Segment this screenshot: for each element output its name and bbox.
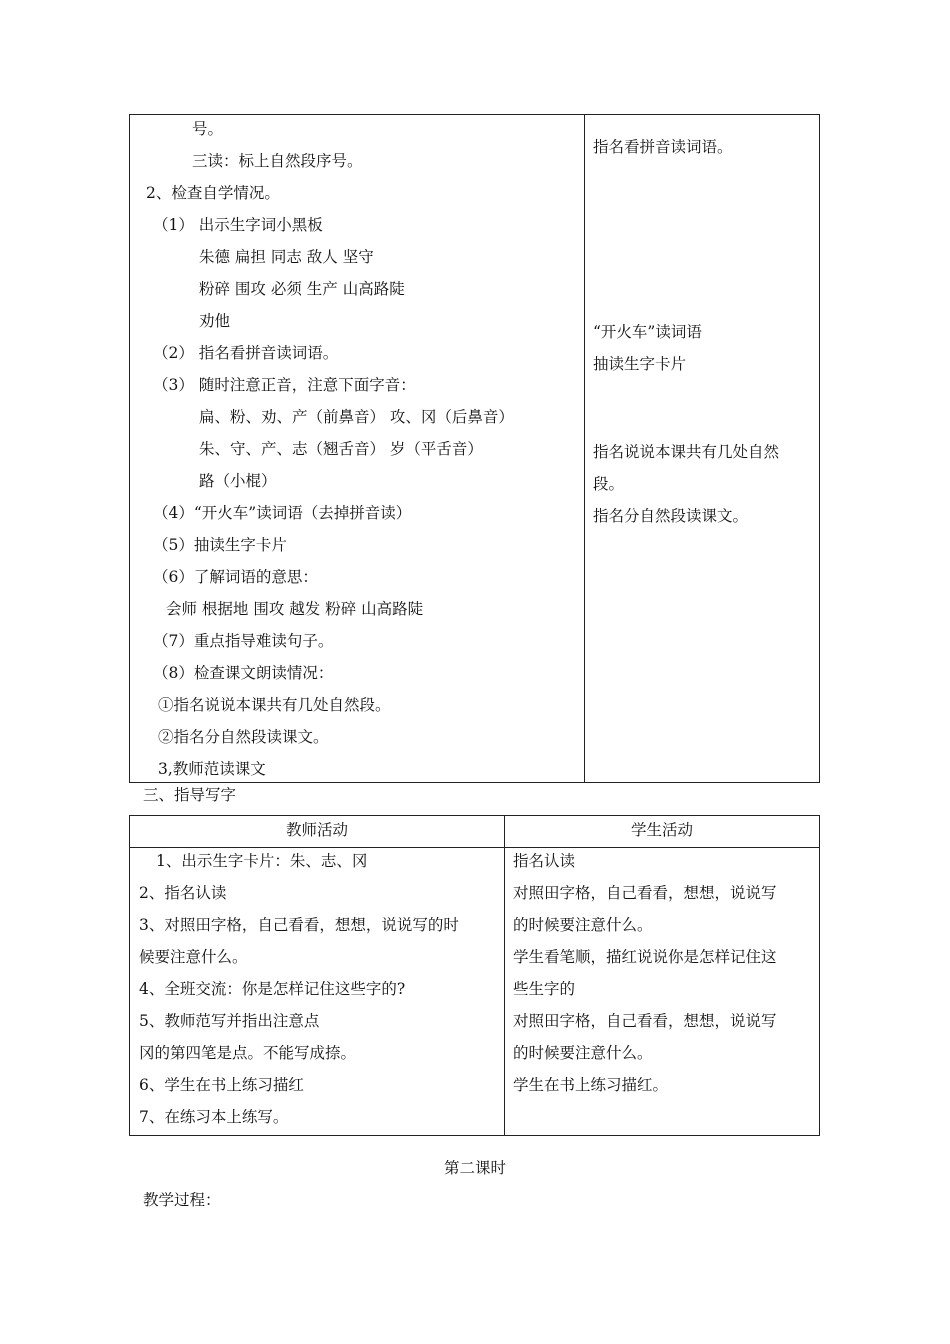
teacher-step: 4、全班交流：你是怎样记住这些字的? (139, 980, 406, 998)
student-step: 学生看笔顺，描红说说你是怎样记住这 (513, 948, 777, 966)
teacher-step: 冈的第四笔是点。不能写成捺。 (139, 1044, 357, 1062)
column-divider (584, 115, 585, 782)
teacher-step: 2、指名认读 (139, 884, 227, 902)
student-note: 段。 (593, 475, 625, 493)
teacher-step: 候要注意什么。 (139, 948, 248, 966)
teacher-step: 1、出示生字卡片：朱、志、冈 (156, 852, 368, 870)
text-line: 路（小棍） (199, 472, 277, 490)
text-line: 朱德 扁担 同志 敌人 坚守 (199, 248, 374, 266)
writing-guidance-table (129, 815, 820, 1136)
header-student-activity: 学生活动 (630, 821, 693, 839)
student-note: “开火车”读词语 (593, 323, 702, 341)
student-note: 指名说说本课共有几处自然 (593, 443, 780, 461)
teacher-step: 5、教师范写并指出注意点 (139, 1012, 320, 1030)
text-line: 粉碎 围攻 必须 生产 山高路陡 (199, 280, 405, 298)
column-divider (504, 816, 505, 1135)
text-line: （1） 出示生字词小黑板 (153, 216, 323, 234)
text-line: 2、检查自学情况。 (146, 184, 280, 202)
text-line: 三读：标上自然段序号。 (192, 152, 363, 170)
teacher-step: 3、对照田字格，自己看看，想想，说说写的时 (139, 916, 459, 934)
student-note: 指名看拼音读词语。 (593, 138, 733, 156)
text-line: 劝他 (199, 312, 231, 330)
text-line: （4）“开火车”读词语（去掉拼音读） (153, 504, 412, 522)
student-note: 抽读生字卡片 (593, 355, 687, 373)
student-step: 的时候要注意什么。 (513, 1044, 653, 1062)
text-line: （6）了解词语的意思： (153, 568, 318, 586)
text-line: 3,教师范读课文 (158, 760, 266, 778)
text-line: 号。 (192, 120, 224, 138)
lesson-table-upper (129, 114, 820, 783)
text-line: 扁、粉、劝、产（前鼻音） 攻、冈（后鼻音） (199, 408, 514, 426)
text-line: 会师 根据地 围攻 越发 粉碎 山高路陡 (166, 600, 424, 618)
section-title: 三、指导写字 (143, 786, 237, 804)
process-label: 教学过程： (143, 1191, 221, 1209)
text-line: （2） 指名看拼音读词语。 (153, 344, 339, 362)
text-line: （7）重点指导难读句子。 (153, 632, 334, 650)
text-line: （8）检查课文朗读情况： (153, 664, 334, 682)
lesson-heading: 第二课时 (443, 1159, 506, 1177)
student-step: 对照田字格，自己看看，想想，说说写 (513, 1012, 777, 1030)
text-line: 朱、守、产、志（翘舌音） 岁（平舌音） (199, 440, 483, 458)
student-step: 的时候要注意什么。 (513, 916, 653, 934)
text-line: ②指名分自然段读课文。 (158, 728, 329, 746)
student-step: 学生在书上练习描红。 (513, 1076, 669, 1094)
header-teacher-activity: 教师活动 (285, 821, 348, 839)
teacher-step: 7、在练习本上练写。 (139, 1108, 289, 1126)
text-line: （3） 随时注意正音，注意下面字音： (153, 376, 416, 394)
student-step: 对照田字格，自己看看，想想，说说写 (513, 884, 777, 902)
student-step: 指名认读 (513, 852, 576, 870)
header-divider (130, 847, 819, 848)
teacher-step: 6、学生在书上练习描红 (139, 1076, 304, 1094)
text-line: （5）抽读生字卡片 (153, 536, 287, 554)
student-step: 些生字的 (513, 980, 576, 998)
student-note: 指名分自然段读课文。 (593, 507, 749, 525)
text-line: ①指名说说本课共有几处自然段。 (158, 696, 391, 714)
